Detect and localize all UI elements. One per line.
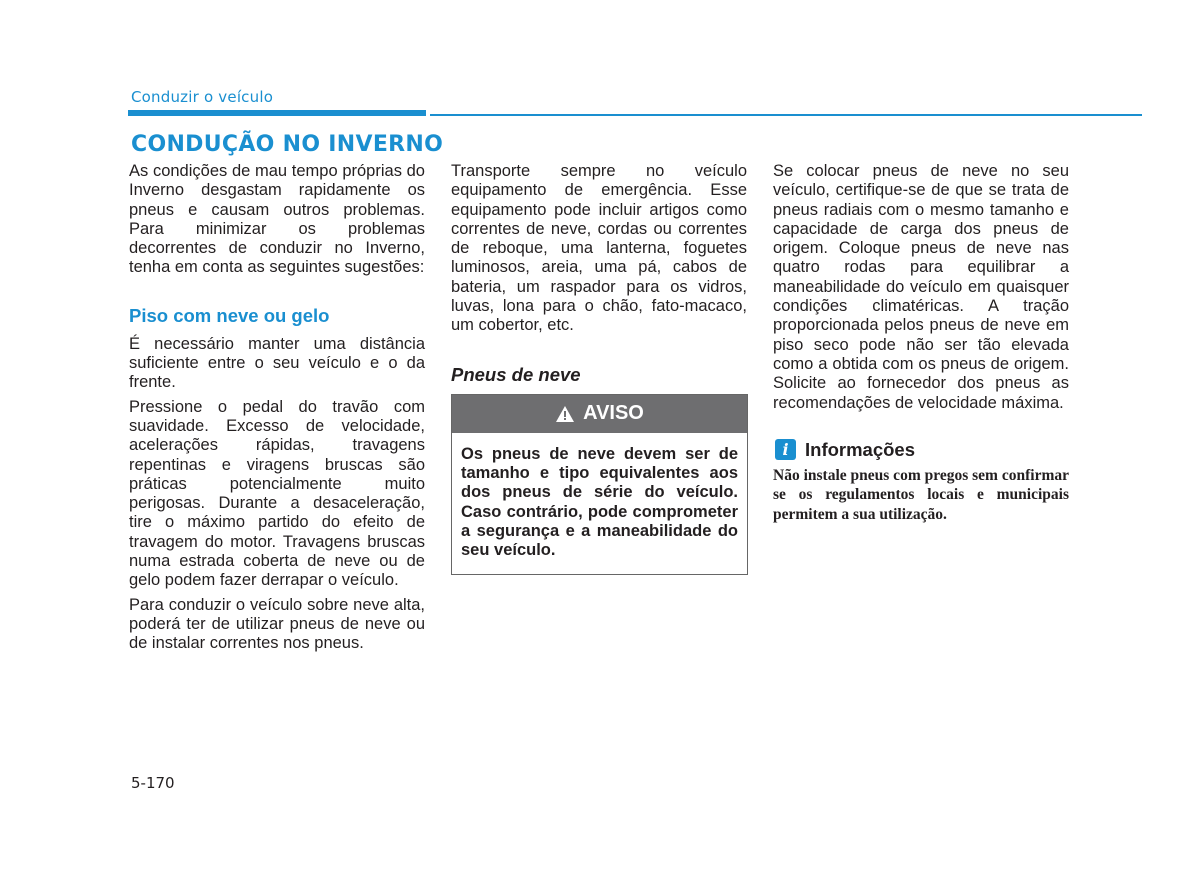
intro-paragraph: As condições de mau tempo próprias do Inverno desgastam rapidamente os pneus e causam outros problemas. Para minimizar os problemas decorrentes de conduzir no Inverno, tenha em conta as seguintes sugestões: — [129, 162, 425, 277]
section-label: Conduzir o veículo — [131, 88, 274, 106]
paragraph-emergency-equipment: Transporte sempre no veículo equipamento de emergência. Esse equipamento pode incluir artigos como correntes de neve, cordas ou correntes de reboque, uma lanterna, foguetes luminosos, areia, uma pá, cabos de bateria, um raspador para os vidros, luvas, lona para o chão, fato-macaco, um cobertor, etc. — [451, 162, 747, 335]
warning-label: AVISO — [583, 402, 644, 425]
section-heading-snow-ice: Piso com neve ou gelo — [129, 304, 330, 326]
paragraph-snow-tire-fitting: Se colocar pneus de neve no seu veículo, certifique-se de que se trata de pneus radiais com o mesmo tamanho e capacidade de carga dos pneus de origem. Coloque pneus de neve nas quatro rodas para equilibrar a maneabilidade do veículo em quaisquer condições climatéricas. A tração proporcionada pelos pneus de neve em piso seco pode não ser tão elevada como a obtida com os pneus de origem. Solicite ao fornecedor dos pneus as recomendações de velocidade máxima. — [773, 162, 1069, 412]
paragraph-braking: Pressione o pedal do travão com suavidade. Excesso de velocidade, acelerações rápidas, travagens repentinas e viragens bruscas são práticas potencialmente muito perigosas. Durante a desaceleração, tire o máximo partido do efeito de travagem do motor. Travagens bruscas numa estrada coberta de neve ou de gelo podem fazer derrapar o veículo. — [129, 397, 425, 590]
warning-box — [451, 394, 748, 576]
page-number: 5-170 — [131, 774, 175, 792]
header-rule-thick — [128, 110, 426, 116]
info-title: Informações — [805, 438, 916, 460]
header-rule-thin — [430, 114, 1142, 116]
column-3 — [773, 162, 1069, 524]
column-1 — [129, 162, 425, 654]
info-icon: i — [775, 439, 796, 460]
info-text: Não instale pneus com pregos sem confirmar se os regulamentos locais e municipais permitem a sua utilização. — [773, 466, 1069, 523]
paragraph-distance: É necessário manter uma distância suficiente entre o seu veículo e o da frente. — [129, 334, 425, 392]
column-2 — [451, 162, 747, 575]
warning-triangle-icon — [555, 405, 575, 423]
warning-text: Os pneus de neve devem ser de tamanho e tipo equivalentes aos dos pneus de série do veículo. Caso contrário, pode comprometer a segurança e a maneabilidade do seu veículo. — [461, 444, 738, 560]
page-title: CONDUÇÃO NO INVERNO — [131, 132, 444, 157]
section-heading-snow-tires: Pneus de neve — [451, 363, 581, 385]
paragraph-deep-snow: Para conduzir o veículo sobre neve alta, poderá ter de utilizar pneus de neve ou de instalar correntes nos pneus. — [129, 595, 425, 653]
info-heading — [773, 439, 1069, 460]
warning-header — [452, 395, 747, 433]
